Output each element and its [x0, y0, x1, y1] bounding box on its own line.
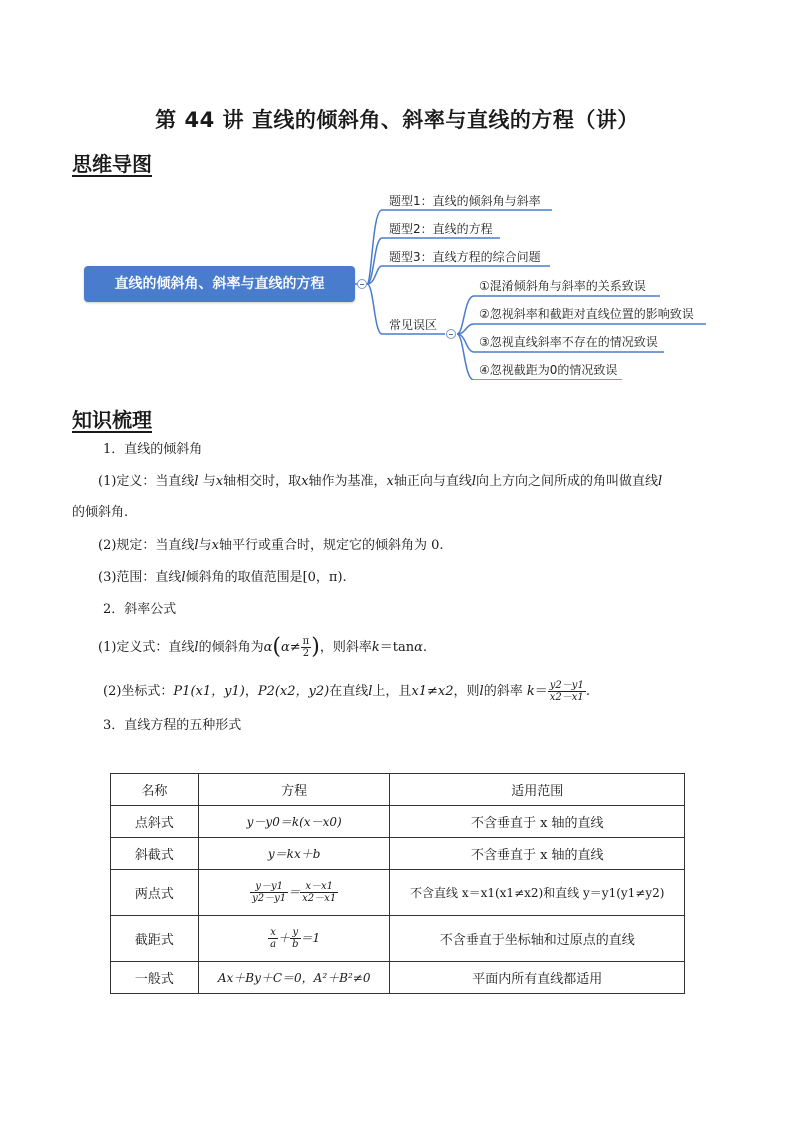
section-1-title: 1．直线的倾斜角: [103, 442, 203, 457]
branch-topic-3: 题型3：直线方程的综合问题: [389, 250, 541, 264]
mind-map: [0, 180, 794, 380]
table-row: [111, 916, 685, 962]
collapse-misconceptions-icon[interactable]: [446, 329, 456, 339]
misconception-4: ④忽视截距为0的情况致误: [479, 363, 618, 377]
row-scope: 不含垂直于 x 轴的直线: [390, 806, 685, 838]
misconception-2: ②忽视斜率和截距对直线位置的影响致误: [479, 307, 694, 321]
row-name: 一般式: [111, 962, 199, 994]
s2-coordinate: (2)坐标式：P1(x1，y1)，P2(x2，y2)在直线l上，且x1≠x2，则l的斜率 k＝ $\frac{y2-y1}{x2-x1}$ .: [103, 680, 590, 703]
section-2-title: 2．斜率公式: [103, 602, 177, 617]
row-scope: 平面内所有直线都适用: [390, 962, 685, 994]
branch-topic-1: 题型1：直线的倾斜角与斜率: [389, 194, 541, 208]
s1-rule: (2)规定：当直线l与x轴平行或重合时，规定它的倾斜角为 0.: [98, 538, 444, 553]
table-header-equation: 方程: [198, 774, 390, 806]
row-scope: 不含垂直于坐标轴和过原点的直线: [390, 916, 685, 962]
row-name: 截距式: [111, 916, 199, 962]
table-row: [111, 838, 685, 870]
s1-definition-cont: 的倾斜角.: [72, 505, 129, 520]
row-scope: 不含直线 x＝x1(x1≠x2)和直线 y＝y1(y1≠y2): [390, 870, 685, 916]
mindmap-root: 直线的倾斜角、斜率与直线的方程: [84, 266, 355, 302]
table-row: [111, 962, 685, 994]
row-name: 点斜式: [111, 806, 199, 838]
misconception-1: ①混淆倾斜角与斜率的关系致误: [479, 279, 646, 293]
row-equation: $\frac{y-y1}{y2-y1}$ ＝ $\frac{x-x1}{x2-x1}$: [198, 870, 390, 916]
row-name: 两点式: [111, 870, 199, 916]
branch-misconceptions: 常见误区: [389, 318, 438, 332]
row-name: 斜截式: [111, 838, 199, 870]
knowledge-heading: 知识梳理: [72, 408, 152, 432]
row-equation: $\frac{x}{a}$ ＋ $\frac{y}{b}$ ＝1: [198, 916, 390, 962]
table-row: [111, 870, 685, 916]
s1-definition: (1)定义：当直线l 与x轴相交时，取x轴作为基准，x轴正向与直线l向上方向之间所成的角叫做直线l: [98, 474, 663, 489]
table-header-scope: 适用范围: [390, 774, 685, 806]
s1-range: (3)范围：直线l倾斜角的取值范围是[0，π).: [98, 570, 347, 585]
page-title: 第 44 讲 直线的倾斜角、斜率与直线的方程（讲）: [155, 108, 639, 132]
branch-topic-2: 题型2：直线的方程: [389, 222, 493, 236]
collapse-root-icon[interactable]: [357, 279, 367, 289]
table-header-row: [111, 774, 685, 806]
s2-definition: (1)定义式：直线l的倾斜角为α(α≠ $\frac{\pi}{2}$ )，则斜率k＝tanα.: [98, 634, 428, 660]
line-equation-forms-table: [110, 773, 685, 994]
table-header-name: 名称: [111, 774, 199, 806]
mindmap-heading: 思维导图: [72, 152, 152, 176]
row-equation: y－y0＝k(x－x0): [198, 806, 390, 838]
table-row: [111, 806, 685, 838]
row-equation: y＝kx＋b: [198, 838, 390, 870]
row-scope: 不含垂直于 x 轴的直线: [390, 838, 685, 870]
misconception-3: ③忽视直线斜率不存在的情况致误: [479, 335, 658, 349]
section-3-title: 3．直线方程的五种形式: [103, 718, 242, 733]
row-equation: Ax＋By＋C＝0，A²＋B²≠0: [198, 962, 390, 994]
